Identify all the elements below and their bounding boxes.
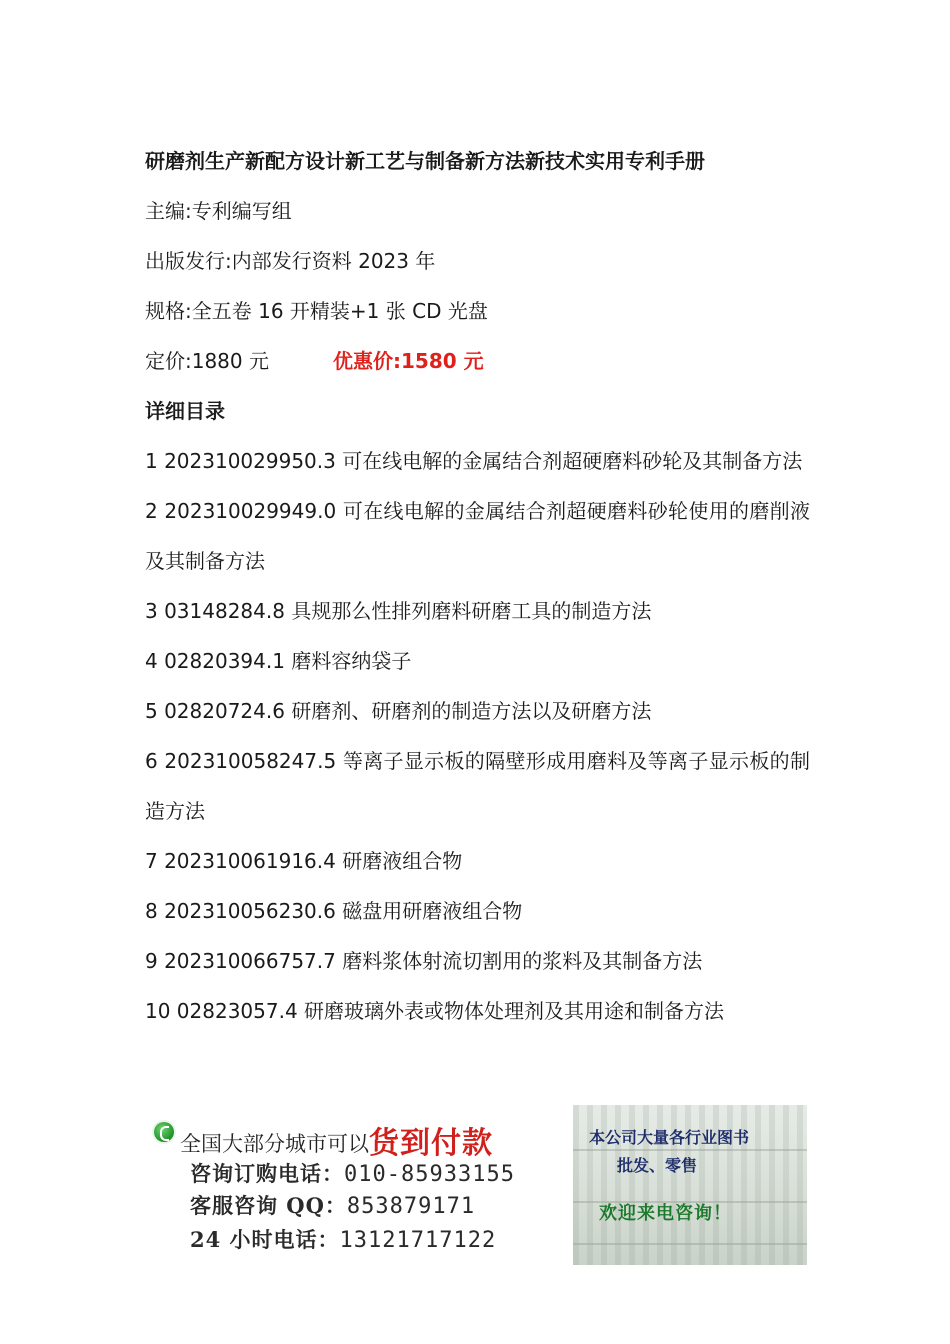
shelf-divider <box>573 1149 807 1151</box>
cod-prefix: 全国大部分城市可以 <box>180 1132 369 1156</box>
list-price: 定价:1880 元 <box>145 349 269 373</box>
cod-line <box>180 1118 493 1162</box>
toc-item: 2 202310029949.0 可在线电解的金属结合剂超硬磨料砂轮使用的磨削液及其制备方法 <box>145 499 810 573</box>
toc-item: 9 202310066757.7 磨料浆体射流切割用的浆料及其制备方法 <box>145 949 703 973</box>
promo-card-line2: 批发、零售 <box>617 1156 698 1175</box>
editor-line: 主编:专利编写组 <box>145 199 292 223</box>
toc-item: 4 02820394.1 磨料容纳袋子 <box>145 649 412 673</box>
spec-line: 规格:全五卷 16 开精装+1 张 CD 光盘 <box>145 299 488 323</box>
publisher-line: 出版发行:内部发行资料 2023 年 <box>145 249 436 273</box>
hotline-label: 24 小时电话： <box>190 1227 340 1252</box>
toc-item: 7 202310061916.4 研磨液组合物 <box>145 849 463 873</box>
shelf-divider <box>573 1243 807 1245</box>
qq-number: 853879171 <box>346 1194 476 1219</box>
toc-item: 5 02820724.6 研磨剂、研磨剂的制造方法以及研磨方法 <box>145 699 652 723</box>
document-body <box>145 136 815 1036</box>
price-row <box>145 336 815 386</box>
toc-heading: 详细目录 <box>145 399 225 423</box>
bookstore-promo-card <box>573 1105 807 1265</box>
cod-strong: 货到付款 <box>369 1126 493 1161</box>
promo-card-line1: 本公司大量各行业图书 <box>589 1128 750 1147</box>
book-title: 研磨剂生产新配方设计新工艺与制备新方法新技术实用专利手册 <box>145 149 705 173</box>
promo-card-line3: 欢迎来电咨询！ <box>599 1203 732 1224</box>
toc-item: 10 02823057.4 研磨玻璃外表或物体处理剂及其用途和制备方法 <box>145 999 725 1023</box>
qq-line <box>190 1190 475 1220</box>
contact-banner <box>148 1108 558 1258</box>
phone-icon <box>154 1122 174 1142</box>
toc-item: 3 03148284.8 具规那么性排列磨料研磨工具的制造方法 <box>145 599 652 623</box>
promo-price: 优惠价:1580 元 <box>333 349 484 373</box>
qq-label: 客服咨询 QQ： <box>190 1193 347 1218</box>
hotline-number: 13121717122 <box>339 1228 497 1253</box>
order-phone-label: 咨询订购电话： <box>190 1161 344 1186</box>
hotline-line <box>190 1224 496 1254</box>
toc-item: 6 202310058247.5 等离子显示板的隔壁形成用磨料及等离子显示板的制造方法 <box>145 749 810 823</box>
toc-item: 1 202310029950.3 可在线电解的金属结合剂超硬磨料砂轮及其制备方法 <box>145 449 803 473</box>
order-phone-number: 010-85933155 <box>344 1162 515 1187</box>
toc-item: 8 202310056230.6 磁盘用研磨液组合物 <box>145 899 523 923</box>
order-phone-line <box>190 1158 515 1188</box>
